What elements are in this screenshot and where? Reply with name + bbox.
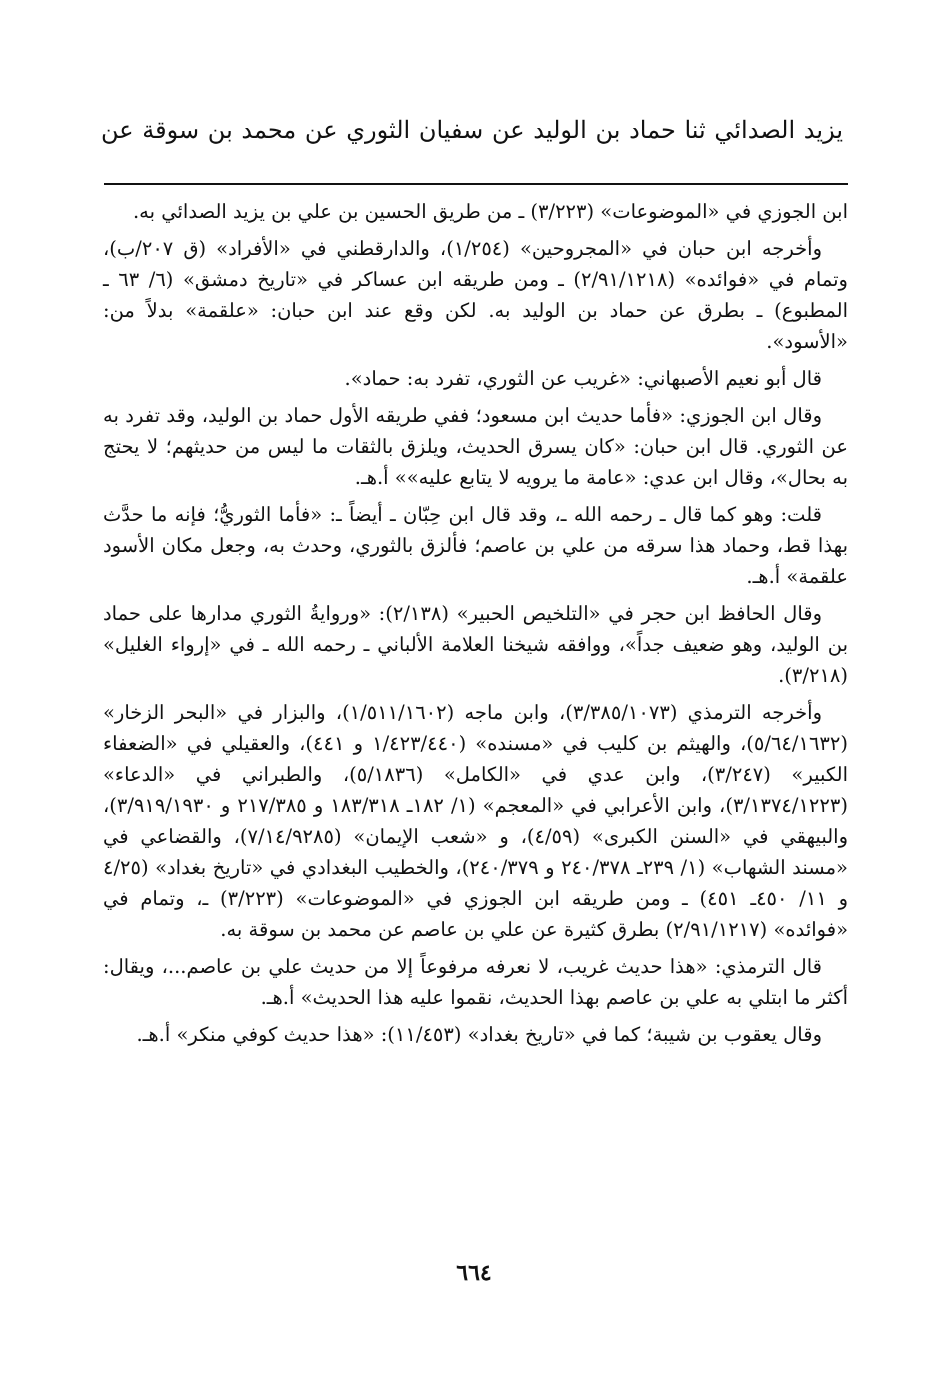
footnote-paragraph: قال الترمذي: «هذا حديث غريب، لا نعرفه مرفوعاً إلا من حديث علي بن عاصم...، ويقال: أكثر ما ابتلي به علي بن عاصم بهذا الحديث، نقموا عليه هذا الحديث» أ.هـ.: [103, 955, 848, 1009]
footnotes: [103, 196, 848, 1056]
footnote-paragraph: وأخرجه الترمذي (٣/٣٨٥/١٠٧٣)، وابن ماجه (١/٥١١/١٦٠٢)، والبزار في «البحر الزخار» (٥/٦٤/١٦٣٢)، والهيثم بن كليب في «مسنده» (١/٤٢٣/٤٤٠ و ٤٤١)، والعقيلي في «الضعفاء الكبير» (٣/٢٤٧)، وابن عدي في «الكامل» (٥/١٨٣٦)، والطبراني في «الدعاء» (٣/١٣٧٤/١٢٢٣)، وابن الأعرابي في «المعجم» (١/ ١٨٢ـ ١٨٣/٣١٨ و ٢١٧/٣٨٥ و ٣/٩١٩/١٩٣٠)، والبيهقي في «السنن الكبرى» (٤/٥٩)، و «شعب الإيمان» (٧/١٤/٩٢٨٥)، والقضاعي في «مسند الشهاب» (١/ ٢٣٩ـ ٢٤٠/٣٧٨ و ٢٤٠/٣٧٩)، والخطيب البغدادي في «تاريخ بغداد» (٤/٢٥ و ١١/ ٤٥٠ـ ٤٥١) ـ ومن طريقه ابن الجوزي في «الموضوعات» (٣/٢٢٣) ـ، وتمام في «فوائده» (٢/٩١/١٢١٧) بطرق كثيرة عن علي بن عاصم عن محمد بن سوقة به.: [103, 701, 848, 941]
footnote-paragraph: وقال يعقوب بن شيبة؛ كما في «تاريخ بغداد» (١١/٤٥٣): «هذا حديث كوفي منكر» أ.هـ.: [136, 1023, 822, 1046]
footnote-paragraph: قال أبو نعيم الأصبهاني: «غريب عن الثوري، تفرد به: حماد».: [344, 367, 822, 390]
footnote-paragraph: وأخرجه ابن حبان في «المجروحين» (١/٢٥٤)، والدارقطني في «الأفراد» (ق ٢٠٧/ب)، وتمام في «فوائده» (٢/٩١/١٢١٨) ـ ومن طريقه ابن عساكر في «تاريخ دمشق» (٦/ ٦٣ ـ المطبوع) ـ بطرق عن حماد بن الوليد به. لكن وقع عند ابن حبان: «علقمة» بدلاً من: «الأسود».: [103, 237, 848, 353]
main-text-line: يزيد الصدائي ثنا حماد بن الوليد عن سفيان الثوري عن محمد بن سوقة عن: [101, 116, 843, 144]
footnote-paragraph: وقال ابن الجوزي: «فأما حديث ابن مسعود؛ ففي طريقه الأول حماد بن الوليد، وقد تفرد به عن الثوري. قال ابن حبان: «كان يسرق الحديث، ويلزق بالثقات ما ليس من حديثهم؛ لا يحتج به بحال»، وقال ابن عدي: «عامة ما يرويه لا يتابع عليه»» أ.هـ.: [103, 404, 848, 489]
page-number: ٦٦٤: [456, 1260, 492, 1286]
footnote-separator: [104, 183, 848, 185]
footnote-paragraph: قلت: وهو كما قال ـ رحمه الله ـ، وقد قال ابن حِبّان ـ أيضاً ـ: «فأما الثوريُّ؛ فإنه ما حدَّث بهذا قط، وحماد هذا سرقه من علي بن عاصم؛ فألزق بالثوري، وحدث به، وجعل مكان الأسود علقمة» أ.هـ.: [103, 503, 848, 588]
footnote-paragraph: وقال الحافظ ابن حجر في «التلخيص الحبير» (٢/١٣٨): «وروايةُ الثوري مدارها على حماد بن الوليد، وهو ضعيف جداً»، ووافقه شيخنا العلامة الألباني ـ رحمه الله ـ في «إرواء الغليل» (٣/٢١٨).: [103, 602, 848, 687]
footnote-paragraph: ابن الجوزي في «الموضوعات» (٣/٢٢٣) ـ من طريق الحسين بن علي بن يزيد الصدائي به.: [132, 200, 848, 223]
